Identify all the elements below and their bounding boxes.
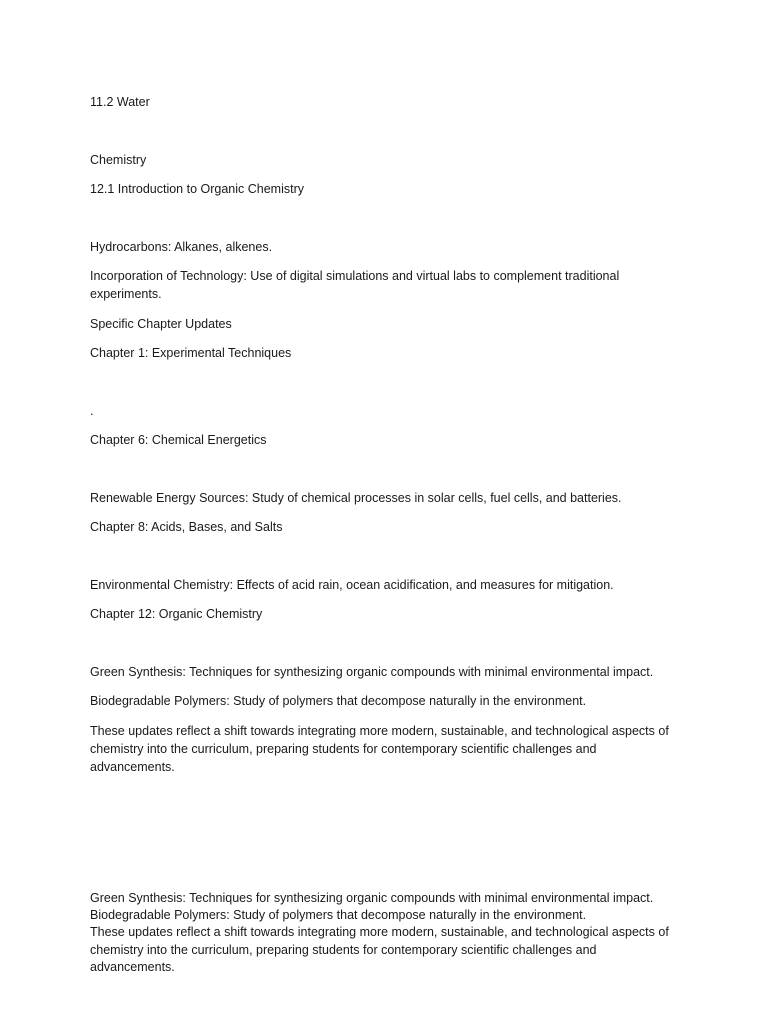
subject-heading-chemistry: Chemistry xyxy=(90,153,147,167)
paragraph-environmental-chemistry: Environmental Chemistry: Effects of acid rain, ocean acidification, and measures for mitigation. xyxy=(90,578,614,592)
paragraph-technology: Incorporation of Technology: Use of digital simulations and virtual labs to complement traditional experiments. xyxy=(90,269,620,301)
paragraph-renewable-energy: Renewable Energy Sources: Study of chemical processes in solar cells, fuel cells, and batteries. xyxy=(90,491,622,505)
heading-chapter-6: Chapter 6: Chemical Energetics xyxy=(90,433,267,447)
section-heading-organic-intro: 12.1 Introduction to Organic Chemistry xyxy=(90,182,304,196)
heading-chapter-12: Chapter 12: Organic Chemistry xyxy=(90,607,263,621)
heading-chapter-updates: Specific Chapter Updates xyxy=(90,317,232,331)
repeat-updates-summary: These updates reflect a shift towards integrating more modern, sustainable, and technological aspects of chemistry into the curriculum, preparing students for contemporary scientific challenges and advancements. xyxy=(90,925,669,974)
heading-chapter-1: Chapter 1: Experimental Techniques xyxy=(90,346,292,360)
section-heading-water: 11.2 Water xyxy=(90,95,150,109)
paragraph-green-synthesis: Green Synthesis: Techniques for synthesizing organic compounds with minimal environmental impact. xyxy=(90,665,654,679)
repeat-green-synthesis: Green Synthesis: Techniques for synthesizing organic compounds with minimal environmental impact. xyxy=(90,891,654,905)
paragraph-hydrocarbons: Hydrocarbons: Alkanes, alkenes. xyxy=(90,240,273,254)
repeat-biodegradable-polymers: Biodegradable Polymers: Study of polymers that decompose naturally in the environment. xyxy=(90,908,587,922)
paragraph-biodegradable-polymers: Biodegradable Polymers: Study of polymers that decompose naturally in the environment. xyxy=(90,694,587,708)
heading-chapter-8: Chapter 8: Acids, Bases, and Salts xyxy=(90,520,283,534)
stray-period: . xyxy=(90,404,94,418)
paragraph-updates-summary: These updates reflect a shift towards integrating more modern, sustainable, and technological aspects of chemistry into the curriculum, preparing students for contemporary scientific challenges and advancements. xyxy=(90,724,669,774)
